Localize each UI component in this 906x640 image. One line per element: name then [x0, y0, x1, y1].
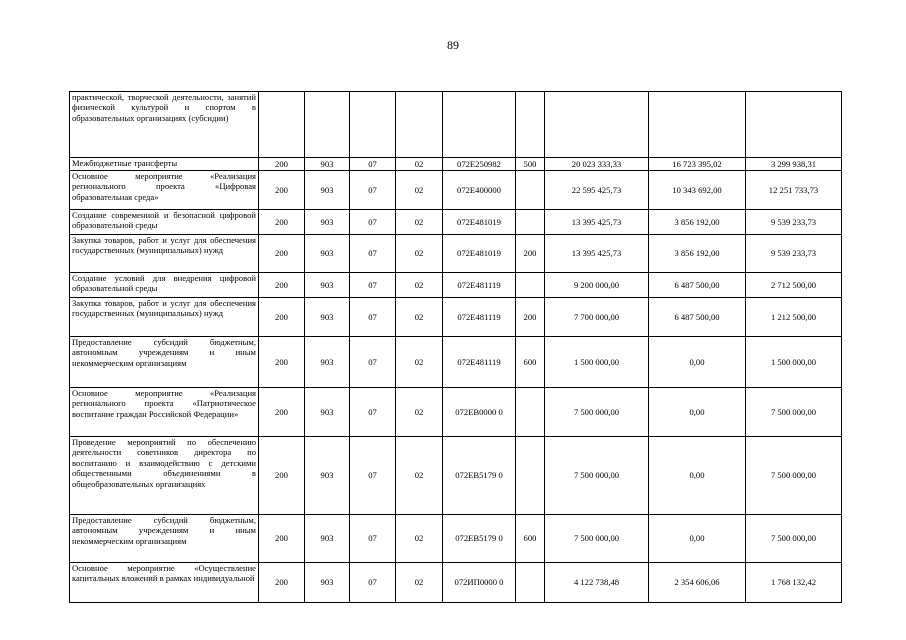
section-cell	[350, 92, 396, 158]
code-cell: 200	[259, 273, 305, 298]
expense-type-cell	[516, 563, 545, 603]
code-cell: 200	[259, 235, 305, 273]
amount-federal-cell: 6 487 500,00	[649, 298, 746, 337]
table-row	[70, 337, 842, 388]
ministry-code-cell: 903	[305, 563, 350, 603]
target-article-cell: 072E481119	[443, 298, 516, 337]
code-cell: 200	[259, 388, 305, 437]
table-row	[70, 158, 842, 171]
amount-total-cell: 7 500 000,00	[545, 437, 649, 515]
subsection-cell: 02	[396, 437, 443, 515]
subsection-cell: 02	[396, 337, 443, 388]
row-name-cell: Закупка товаров, работ и услуг для обеспечения государственных (муниципальных) нужд	[70, 298, 259, 337]
table-row	[70, 210, 842, 235]
amount-federal-cell: 10 343 692,00	[649, 171, 746, 210]
code-cell: 200	[259, 563, 305, 603]
target-article-cell: 072ИП0000 0	[443, 563, 516, 603]
amount-total-cell: 4 122 738,48	[545, 563, 649, 603]
amount-local-cell: 1 500 000,00	[746, 337, 842, 388]
expense-type-cell: 600	[516, 337, 545, 388]
amount-local-cell: 9 539 233,73	[746, 235, 842, 273]
amount-total-cell: 1 500 000,00	[545, 337, 649, 388]
amount-local-cell: 1 768 132,42	[746, 563, 842, 603]
row-name-cell: Основное мероприятие «Осуществление капитальных вложений в рамках индивидуальной	[70, 563, 259, 603]
amount-federal-cell: 6 487 500,00	[649, 273, 746, 298]
subsection-cell: 02	[396, 563, 443, 603]
amount-federal-cell: 0,00	[649, 337, 746, 388]
ministry-code-cell: 903	[305, 235, 350, 273]
amount-total-cell	[545, 92, 649, 158]
ministry-code-cell	[305, 92, 350, 158]
section-cell: 07	[350, 388, 396, 437]
section-cell: 07	[350, 298, 396, 337]
ministry-code-cell: 903	[305, 337, 350, 388]
row-name-cell: Межбюджетные трансферты	[70, 158, 259, 171]
amount-total-cell: 7 500 000,00	[545, 388, 649, 437]
table-row	[70, 235, 842, 273]
amount-total-cell: 13 395 425,73	[545, 235, 649, 273]
expense-type-cell: 200	[516, 298, 545, 337]
subsection-cell: 02	[396, 158, 443, 171]
amount-federal-cell: 2 354 606,06	[649, 563, 746, 603]
target-article-cell: 072E481019	[443, 210, 516, 235]
target-article-cell: 072EB5179 0	[443, 437, 516, 515]
code-cell: 200	[259, 298, 305, 337]
amount-local-cell	[746, 92, 842, 158]
ministry-code-cell: 903	[305, 210, 350, 235]
target-article-cell: 072E481119	[443, 273, 516, 298]
ministry-code-cell: 903	[305, 298, 350, 337]
amount-local-cell: 2 712 500,00	[746, 273, 842, 298]
ministry-code-cell: 903	[305, 515, 350, 563]
row-name-cell: Предоставление субсидий бюджетным, автономным учреждениям и иным некоммерческим организациям	[70, 337, 259, 388]
amount-total-cell: 22 595 425,73	[545, 171, 649, 210]
row-name-cell: Закупка товаров, работ и услуг для обеспечения государственных (муниципальных) нужд	[70, 235, 259, 273]
amount-federal-cell: 0,00	[649, 388, 746, 437]
table-row	[70, 515, 842, 563]
amount-local-cell: 7 500 000,00	[746, 388, 842, 437]
code-cell: 200	[259, 437, 305, 515]
target-article-cell: 072EB0000 0	[443, 388, 516, 437]
target-article-cell	[443, 92, 516, 158]
subsection-cell: 02	[396, 273, 443, 298]
ministry-code-cell: 903	[305, 273, 350, 298]
target-article-cell: 072E481119	[443, 337, 516, 388]
row-name-cell: Проведение мероприятий по обеспечению деятельности советников директора по воспитанию и взаимодействию с детскими общественными объединениями в общеобразовательных организациях	[70, 437, 259, 515]
subsection-cell	[396, 92, 443, 158]
table-row	[70, 563, 842, 603]
amount-local-cell: 7 500 000,00	[746, 437, 842, 515]
subsection-cell: 02	[396, 171, 443, 210]
amount-local-cell: 1 212 500,00	[746, 298, 842, 337]
amount-federal-cell: 16 723 395,02	[649, 158, 746, 171]
section-cell: 07	[350, 171, 396, 210]
expense-type-cell	[516, 92, 545, 158]
table-row	[70, 298, 842, 337]
page-number: 89	[447, 38, 459, 52]
expense-type-cell	[516, 273, 545, 298]
amount-total-cell: 13 395 425,73	[545, 210, 649, 235]
table-row	[70, 437, 842, 515]
target-article-cell: 072E481019	[443, 235, 516, 273]
code-cell: 200	[259, 210, 305, 235]
table-row	[70, 171, 842, 210]
section-cell: 07	[350, 515, 396, 563]
expense-type-cell	[516, 388, 545, 437]
target-article-cell: 072E400000	[443, 171, 516, 210]
section-cell: 07	[350, 563, 396, 603]
amount-total-cell: 9 200 000,00	[545, 273, 649, 298]
amount-total-cell: 20 023 333,33	[545, 158, 649, 171]
amount-federal-cell	[649, 92, 746, 158]
amount-local-cell: 12 251 733,73	[746, 171, 842, 210]
row-name-cell: Создание современной и безопасной цифровой образовательной среды	[70, 210, 259, 235]
amount-federal-cell: 3 856 192,00	[649, 235, 746, 273]
expense-type-cell	[516, 437, 545, 515]
table-row	[70, 92, 842, 158]
row-name-cell: Основное мероприятие «Реализация регионального проекта «Цифровая образовательная среда»	[70, 171, 259, 210]
expense-type-cell: 500	[516, 158, 545, 171]
subsection-cell: 02	[396, 235, 443, 273]
section-cell: 07	[350, 437, 396, 515]
row-name-cell: практической, творческой деятельности, занятий физической культурой и спортом в образовательных организациях (субсидии)	[70, 92, 259, 158]
amount-federal-cell: 0,00	[649, 515, 746, 563]
code-cell: 200	[259, 515, 305, 563]
section-cell: 07	[350, 158, 396, 171]
amount-federal-cell: 0,00	[649, 437, 746, 515]
code-cell	[259, 92, 305, 158]
amount-local-cell: 7 500 000,00	[746, 515, 842, 563]
subsection-cell: 02	[396, 515, 443, 563]
amount-total-cell: 7 500 000,00	[545, 515, 649, 563]
subsection-cell: 02	[396, 210, 443, 235]
code-cell: 200	[259, 171, 305, 210]
section-cell: 07	[350, 210, 396, 235]
row-name-cell: Основное мероприятие «Реализация регионального проекта «Патриотическое воспитание граждан Российской Федерации»	[70, 388, 259, 437]
ministry-code-cell: 903	[305, 158, 350, 171]
subsection-cell: 02	[396, 388, 443, 437]
target-article-cell: 072E250982	[443, 158, 516, 171]
table-row	[70, 388, 842, 437]
expense-type-cell	[516, 210, 545, 235]
code-cell: 200	[259, 158, 305, 171]
ministry-code-cell: 903	[305, 437, 350, 515]
ministry-code-cell: 903	[305, 388, 350, 437]
row-name-cell: Предоставление субсидий бюджетным, автономным учреждениям и иным некоммерческим организациям	[70, 515, 259, 563]
code-cell: 200	[259, 337, 305, 388]
target-article-cell: 072EB5179 0	[443, 515, 516, 563]
subsection-cell: 02	[396, 298, 443, 337]
table-row	[70, 273, 842, 298]
ministry-code-cell: 903	[305, 171, 350, 210]
amount-federal-cell: 3 856 192,00	[649, 210, 746, 235]
section-cell: 07	[350, 273, 396, 298]
expense-type-cell: 600	[516, 515, 545, 563]
section-cell: 07	[350, 337, 396, 388]
section-cell: 07	[350, 235, 396, 273]
expense-type-cell: 200	[516, 235, 545, 273]
amount-local-cell: 9 539 233,73	[746, 210, 842, 235]
amount-local-cell: 3 299 938,31	[746, 158, 842, 171]
amount-total-cell: 7 700 000,00	[545, 298, 649, 337]
row-name-cell: Создание условий для внедрения цифровой образовательной среды	[70, 273, 259, 298]
expense-type-cell	[516, 171, 545, 210]
budget-table	[69, 91, 842, 603]
